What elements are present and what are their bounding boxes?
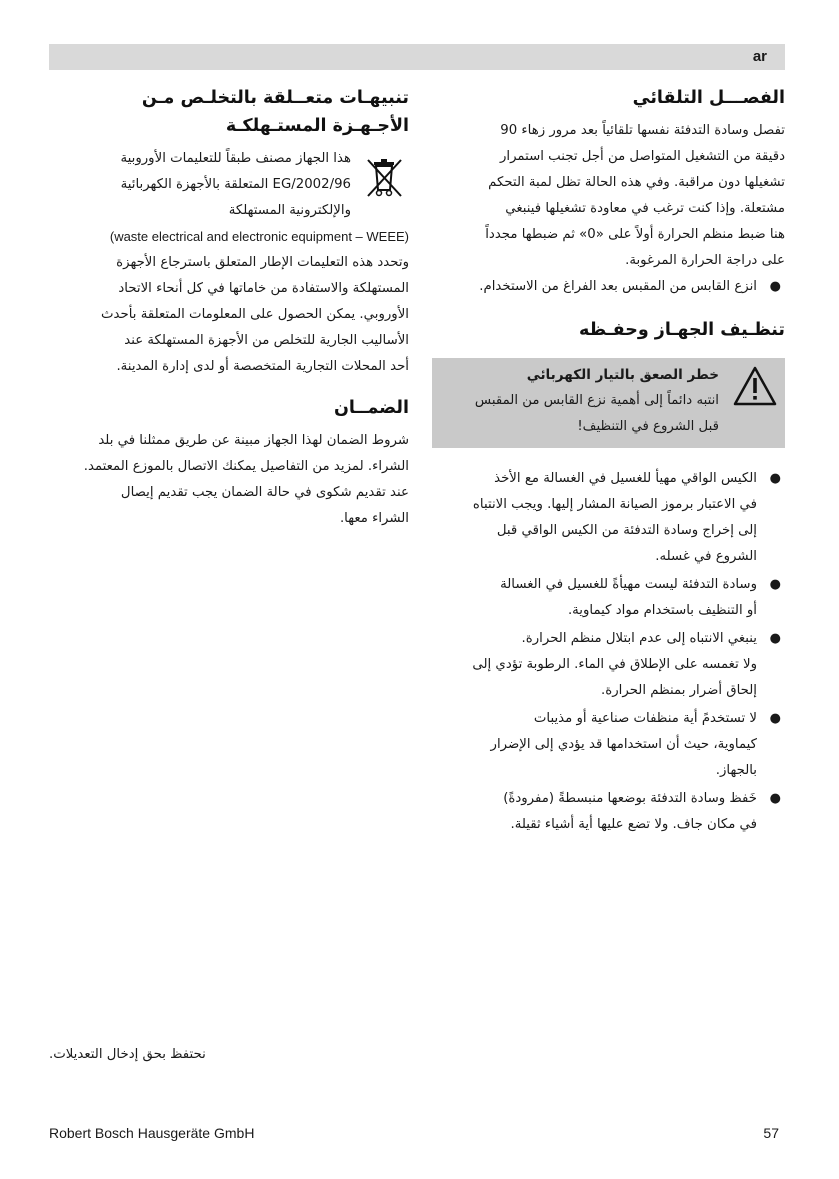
auto-off-line: تشغيلها دون مراقبة. وفي هذه الحالة تظل لمبة التحكم xyxy=(488,175,785,190)
cleaning-title: تنظـيف الجهـاز وحفـظه xyxy=(578,320,785,340)
weee-line: هذا الجهاز مصنف طبقاً للتعليمات الأوروبية xyxy=(120,151,351,166)
disposal-line: الأوروبي. يمكن الحصول على المعلومات المتعلقة بأحدث xyxy=(101,307,409,322)
bullet-line: ينبغي الانتباه إلى عدم ابتلال منظم الحرارة. xyxy=(521,631,757,646)
left-column xyxy=(49,84,409,532)
warranty-line: الشراء معها. xyxy=(339,511,409,526)
auto-off-section xyxy=(432,84,785,300)
warranty-section xyxy=(49,394,409,532)
weee-english-note: (waste electrical and electronic equipment – WEEE) xyxy=(109,229,409,244)
bullet-line: كيماوية، حيث أن استخدامها قد يؤدي إلى الإضرار xyxy=(490,737,757,752)
auto-off-line: هنا ضبط منظم الحرارة أولاً على «0» ثم ضبطها مجدداً xyxy=(485,227,785,242)
warranty-line: شروط الضمان لهذا الجهاز مبينة عن طريق ممثلنا في بلد xyxy=(98,433,409,448)
disposal-title: الأجـهـزة المستـهلكـة xyxy=(225,116,409,136)
bullet-icon: ● xyxy=(769,471,781,486)
warranty-line: الشراء. لمزيد من التفاصيل يمكنك الاتصال بالموزع المعتمد. xyxy=(83,459,409,474)
weee-line: 2002/96/EG المتعلقة بالأجهزة الكهربائية xyxy=(120,177,351,192)
list-item xyxy=(432,274,785,300)
right-column xyxy=(432,84,785,840)
cleaning-section xyxy=(432,316,785,838)
auto-off-line: تفصل وسادة التدفئة نفسها تلقائياً بعد مرور زهاء 90 xyxy=(500,123,785,138)
auto-off-line: على دراجة الحرارة المرغوبة. xyxy=(625,253,785,268)
bullet-line: في الاعتبار برموز الصيانة المشار إليها. ويجب الانتباه xyxy=(472,497,757,512)
bullet-line: وسادة التدفئة ليست مهيأةً للغسيل في الغسالة xyxy=(500,577,757,592)
crossed-bin-icon xyxy=(365,156,405,202)
cleaning-bullets xyxy=(432,466,785,838)
bullet-icon: ● xyxy=(769,711,781,726)
language-bar xyxy=(49,44,785,70)
list-item xyxy=(432,786,785,838)
weee-block xyxy=(49,146,409,224)
bullet-text: انزع القابس من المقبس بعد الفراغ من الاستخدام. xyxy=(479,279,757,294)
auto-off-line: دقيقة من التشغيل المتواصل من أجل تجنب استمرار xyxy=(499,149,785,164)
bullet-icon: ● xyxy=(769,791,781,806)
bullet-icon: ● xyxy=(769,631,781,646)
bullet-icon: ● xyxy=(769,577,781,592)
warning-line: قبل الشروع في التنظيف! xyxy=(577,419,719,434)
list-item xyxy=(432,626,785,704)
warning-title: خطر الصعق بالتيار الكهربائي xyxy=(526,367,719,383)
warning-line: انتبه دائماً إلى أهمية نزع القابس من المقبس xyxy=(474,393,719,408)
footer-company: Robert Bosch Hausgeräte GmbH xyxy=(49,1125,255,1141)
warranty-line: عند تقديم شكوى في حالة الضمان يجب تقديم إيصال xyxy=(120,485,409,500)
auto-off-bullets xyxy=(432,274,785,300)
warning-box xyxy=(432,358,785,448)
disposal-section xyxy=(49,84,409,380)
list-item xyxy=(432,706,785,784)
warranty-title: الضمــان xyxy=(333,398,409,418)
weee-line: والإلكترونية المستهلكة xyxy=(228,203,351,218)
list-item xyxy=(432,466,785,570)
disposal-line: وتحدد هذه التعليمات الإطار المتعلق باسترجاع الأجهزة xyxy=(116,255,409,270)
list-item xyxy=(432,572,785,624)
bullet-line: إلى إخراج وسادة التدفئة من الكيس الواقي قبل xyxy=(496,523,757,538)
bullet-line: الكيس الواقي مهيأ للغسيل في الغسالة مع الأخذ xyxy=(494,471,757,486)
bullet-line: خَفظ وسادة التدفئة بوضعها منبسطةً (مفرودةً) xyxy=(503,791,757,806)
auto-off-line: مشتعلة. وإذا كنت ترغب في معاودة تشغيلها فينبغي xyxy=(505,201,785,216)
bullet-line: إلحاق أضرار بمنظم الحرارة. xyxy=(601,683,757,698)
disposal-line: المستهلكة والاستفادة من خاماتها في كل أنحاء الاتحاد xyxy=(118,281,409,296)
bullet-line: لا تستخدمً أية منظفات صناعية أو مذيبات xyxy=(533,711,757,726)
disposal-line: أحد المحلات التجارية المتخصصة أو لدى إدارة المدينة. xyxy=(116,359,409,374)
language-tag: ar xyxy=(752,48,767,65)
bullet-line: في مكان جاف. ولا تضع عليها أية أشياء ثقيلة. xyxy=(510,817,757,832)
bullet-line: بالجهاز. xyxy=(715,763,757,778)
modifications-note: نحتفظ بحق إدخال التعديلات. xyxy=(49,1047,206,1062)
bullet-line: الشروع في غسله. xyxy=(655,549,757,564)
disposal-line: الأساليب الجارية للتخلص من الأجهزة المستهلكة عند xyxy=(124,333,409,348)
bullet-line: أو التنظيف باستخدام مواد كيماوية. xyxy=(567,603,757,618)
page-number: 57 xyxy=(763,1125,779,1141)
warning-triangle-icon xyxy=(733,366,777,406)
auto-off-title: الفصـــل التلقائي xyxy=(632,88,785,108)
bullet-icon: ● xyxy=(769,279,781,294)
disposal-title: تنبيهـات متعــلقة بالتخلـص مـن xyxy=(141,88,409,108)
bullet-line: ولا تغمسه على الإطلاق في الماء. الرطوبة تؤدي إلى xyxy=(472,657,757,672)
